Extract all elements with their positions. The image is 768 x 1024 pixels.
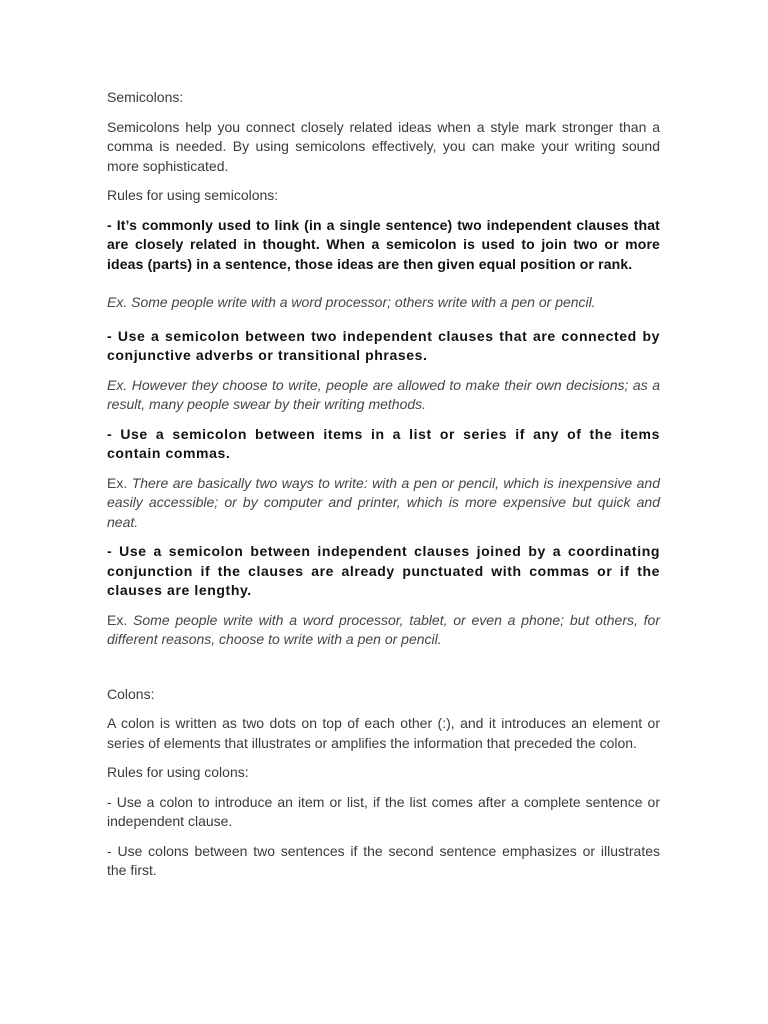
semicolons-intro: Semicolons help you connect closely related ideas when a style mark stronger than a comma is needed. By using semicolons effectively, you can make your writing sound more sophisticated. — [107, 118, 660, 174]
semicolon-rule-1: - It’s commonly used to link (in a single sentence) two independent clauses that are closely related in thought. When a semicolon is used to join two or more ideas (parts) in a sentence, those ideas are then given equal position or rank. — [107, 216, 660, 272]
semicolon-rule-4: - Use a semicolon between independent clauses joined by a coordinating conjunction if the clauses are already punctuated with commas or if the clauses are lengthy. — [107, 543, 660, 598]
semicolons-heading: Semicolons: — [107, 89, 184, 105]
example-prefix: Ex. — [107, 611, 134, 628]
colon-rule-2: - Use colons between two sentences if the second sentence emphasizes or illustrates the first. — [107, 842, 660, 878]
colons-intro: A colon is written as two dots on top of each other (:), and it introduces an element or series of elements that illustrates or amplifies the information that preceded the colon. — [107, 715, 660, 751]
semicolons-rules-heading: Rules for using semicolons: — [107, 187, 279, 203]
example-prefix: Ex. — [107, 474, 132, 491]
semicolon-rule-2: - Use a semicolon between two independent clauses that are connected by conjunctive adverbs or transitional phrases. — [107, 327, 660, 363]
semicolon-rule-3: - Use a semicolon between items in a list or series if any of the items contain commas. — [107, 425, 660, 461]
colon-rule-1: - Use a colon to introduce an item or list, if the list comes after a complete sentence or independent clause. — [107, 793, 660, 829]
document-page — [107, 88, 660, 881]
colons-heading: Colons: — [107, 685, 155, 702]
semicolon-example-1: Ex. Some people write with a word processor; others write with a pen or pencil. — [107, 294, 596, 310]
semicolon-example-4 — [107, 611, 660, 650]
semicolon-example-2: Ex. However they choose to write, people are allowed to make their own decisions; as a result, many people swear by their writing methods. — [107, 376, 660, 412]
semicolon-example-3 — [107, 474, 660, 533]
colons-rules-heading: Rules for using colons: — [107, 764, 249, 780]
example-text: There are basically two ways to write: with a pen or pencil, which is inexpensive and easily accessible; or by computer and printer, which is more expensive but quick and neat. — [107, 474, 660, 530]
example-text: Some people write with a word processor, tablet, or even a phone; but others, for different reasons, choose to write with a pen or pencil. — [107, 611, 661, 647]
